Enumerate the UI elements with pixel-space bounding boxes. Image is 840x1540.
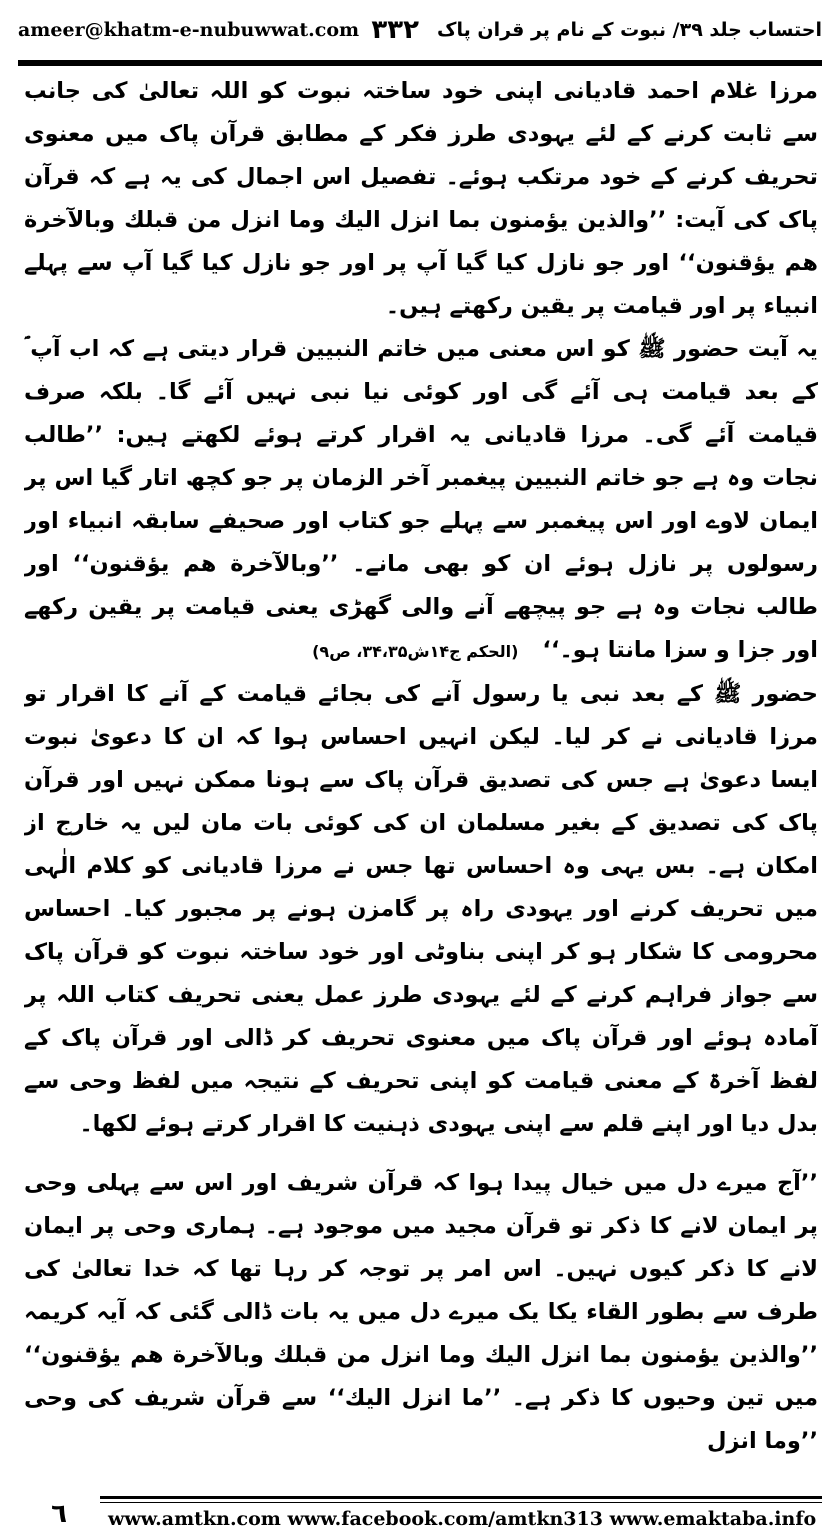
- paragraph-1: مرزا غلام احمد قادیانی اپنی خود ساختہ نبوت کو اللہ تعالیٰ کی جانب سے ثابت کرنے کے لئے یہودی طرز فکر کے مطابق قرآن پاک میں معنوی تحریف کرنے کے خود مرتکب ہوئے۔ تفصیل اس اجمال کی یہ ہے کہ قرآن پاک کی آیت: ’’والذین یؤمنون بما انزل الیك وما انزل من قبلك وبالآخرة هم یؤقنون‘‘ اور جو نازل کیا گیا آپ پر اور جو نازل کیا گیا آپ سے پہلے انبیاء پر اور قیامت پر یقین رکھتے ہیں۔: [24, 78, 818, 319]
- paragraph-2: یہ آیت حضور ﷺ کو اس معنی میں خاتم النبیین قرار دیتی ہے کہ اب آپ ؐ کے بعد قیامت ہی آئے گی اور کوئی نیا نبی نہیں آئے گا۔ بلکہ صرف قیامت آئے گی۔ مرزا قادیانی یہ اقرار کرتے ہوئے لکھتے ہیں: ’’طالب نجات وہ ہے جو خاتم النبیین پیغمبر آخر الزمان پر جو کچھ اتار گیا اس پر ایمان لاوے اور اس پیغمبر سے پہلے جو کتاب اور صحیفے سابقہ انبیاء اور رسولوں پر نازل ہوئے ان کو بھی مانے۔ ’’وبالآخرة هم یؤقنون‘‘ اور طالب نجات وہ ہے جو پیچھے آنے والی گھڑی یعنی قیامت پر یقین رکھے اور جزا و سزا مانتا ہو۔‘‘(الحکم ج۱۴ش۳۴،۳۵، ص۹): [24, 336, 818, 663]
- book-title: احتساب جلد ۳۹/ نبوت کے نام پر قران پاک: [437, 19, 822, 41]
- header-rule: [18, 60, 822, 66]
- paragraph-4-quote: ’’آج میرے دل میں خیال پیدا ہوا کہ قرآن شریف اور اس سے پہلی وحی پر ایمان لانے کا ذکر تو قرآن مجید میں موجود ہے۔ ہماری وحی پر ایمان لانے کا ذکر کیوں نہیں۔ اس امر پر توجہ کر رہا تھا کہ خدا تعالیٰ کی طرف سے بطور القاء یکا یک میرے دل میں یہ بات ڈالی گئی کہ آیہ کریمہ ’’والذین یؤمنون بما انزل الیك وما انزل من قبلك وبالآخرة هم یؤقنون‘‘ میں تین وحیوں کا ذکر ہے۔ ’’ما انزل الیك‘‘ سے قرآن شریف کی وحی ’’وما انزل: [24, 1170, 818, 1454]
- paragraph-3: حضور ﷺ کے بعد نبی یا رسول آنے کی بجائے قیامت کے آنے کا اقرار تو مرزا قادیانی نے کر لیا۔ لیکن انہیں احساس ہوا کہ ان کا دعویٰ نبوت ایسا دعویٰ ہے جس کی تصدیق قرآن پاک سے ہونا ممکن نہیں اور قرآن پاک کی تصدیق کے بغیر مسلمان ان کی کوئی بات مان لیں یہ خارج از امکان ہے۔ بس یہی وہ احساس تھا جس نے مرزا قادیانی کو کلام الٰہی میں تحریف کرنے اور یہودی راہ پر گامزن ہونے پر مجبور کیا۔ احساس محرومی کا شکار ہو کر اپنی بناوٹی اور خود ساختہ نبوت کو قرآن پاک سے جواز فراہم کرنے کے لئے یہودی طرز عمل یعنی تحریف کتاب اللہ پر آمادہ ہوئے اور قرآن پاک میں معنوی تحریف کر ڈالی اور قرآن پاک کے لفظ آخرۃ کے معنی قیامت کو اپنی تحریف کے نتیجہ میں لفظ وحی سے بدل دیا اور اپنے قلم سے اپنی یہودی ذہنیت کا اقرار کرتے ہوئے لکھا۔: [24, 681, 818, 1137]
- footer-links: www.amtkn.com www.facebook.com/amtkn313 www.emaktaba.info: [108, 1508, 817, 1530]
- footer-page-number: ٦: [51, 1499, 67, 1529]
- header-title-group: [371, 15, 822, 45]
- citation-reference: (الحکم ج۱۴ش۳۴،۳۵، ص۹): [312, 642, 519, 661]
- header-page-number: ۳۳۲: [371, 15, 420, 45]
- body-text: [24, 70, 818, 1464]
- page-footer: [0, 1488, 840, 1540]
- footer-page-number-box: [20, 1494, 98, 1534]
- page-header: [18, 10, 822, 50]
- footer-rule-thin: [100, 1502, 822, 1503]
- footer-rule-thick: [100, 1496, 822, 1499]
- header-email: ameer@khatm-e-nubuwwat.com: [18, 19, 360, 41]
